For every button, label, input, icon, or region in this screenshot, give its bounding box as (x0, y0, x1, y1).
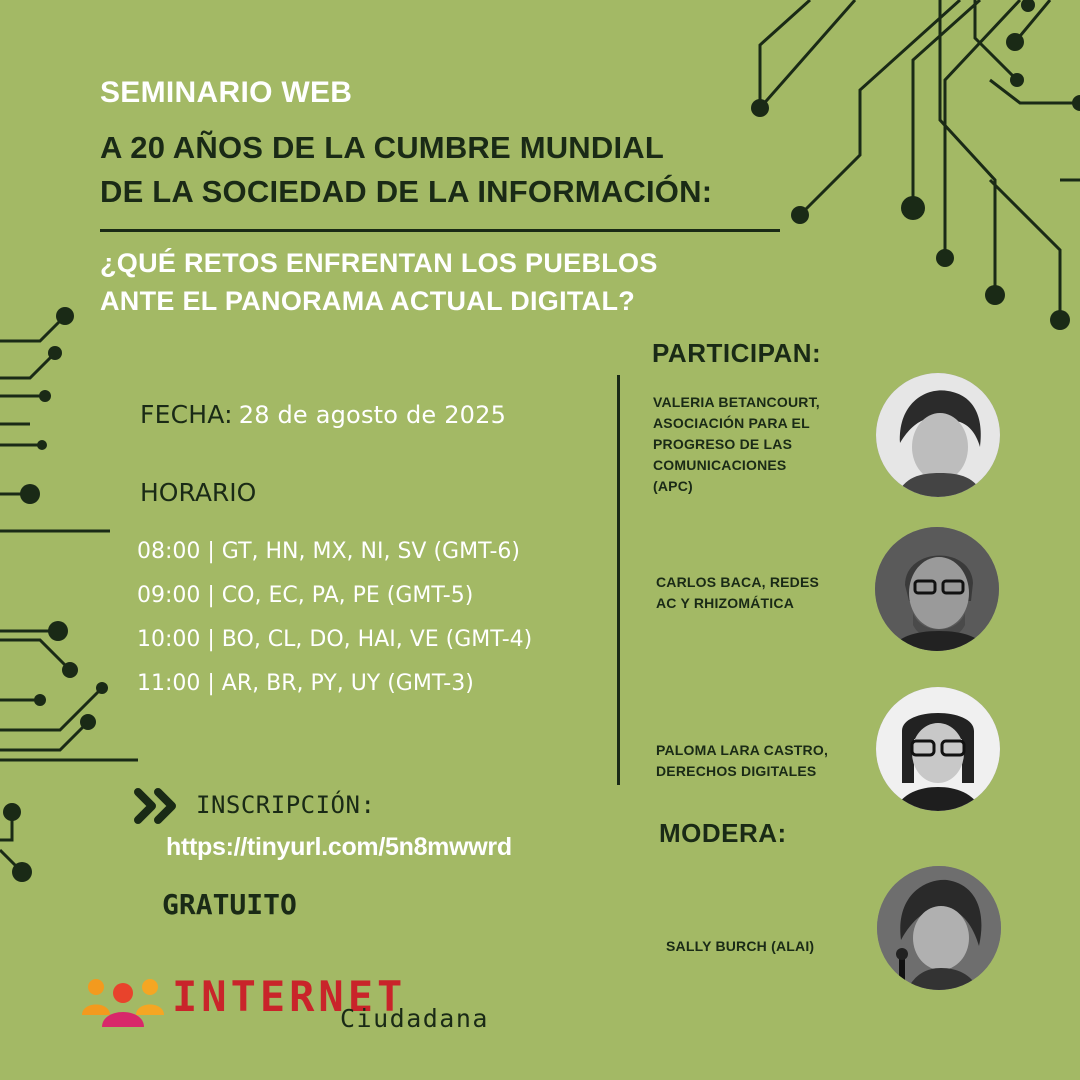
event-question (100, 244, 658, 320)
schedule-row: 11:00 | AR, BR, PY, UY (GMT-3) (137, 671, 474, 696)
double-chevron-icon (134, 788, 186, 824)
event-question-line1: ¿QUÉ RETOS ENFRENTAN LOS PUEBLOS (100, 248, 658, 278)
schedule-row: 09:00 | CO, EC, PA, PE (GMT-5) (137, 583, 474, 608)
free-label: GRATUITO (162, 888, 297, 921)
person-photo-icon (876, 687, 1000, 811)
event-title-line2: DE LA SOCIEDAD DE LA INFORMACIÓN: (100, 174, 713, 209)
registration-link[interactable]: https://tinyurl.com/5n8mwwrd (166, 833, 512, 861)
moderator-name: SALLY BURCH (ALAI) (666, 938, 815, 954)
date-value: 28 de agosto de 2025 (238, 401, 507, 429)
moderator-photo (877, 866, 1001, 990)
logo-subtext: Ciudadana (340, 1004, 489, 1033)
person-photo-icon (876, 373, 1000, 497)
speakers-divider (617, 375, 620, 785)
event-title (100, 126, 712, 214)
participant-3-name: PALOMA LARA CASTRO, DERECHOS DIGITALES (656, 742, 829, 779)
participant-2-name: CARLOS BACA, REDES AC Y RHIZOMÁTICA (656, 574, 820, 611)
participants-heading: PARTICIPAN: (652, 338, 822, 368)
participant-1-name: VALERIA BETANCOURT, ASOCIACIÓN PARA EL PROGRESO DE LAS COMUNICACIONES (APC) (653, 394, 820, 494)
schedule-label: HORARIO (140, 478, 257, 507)
event-question-line2: ANTE EL PANORAMA ACTUAL DIGITAL? (100, 286, 636, 316)
registration-label: INSCRIPCIÓN: (196, 791, 376, 819)
moderator-heading: MODERA: (659, 818, 787, 848)
person-photo-icon (877, 866, 1001, 990)
event-title-line1: A 20 AÑOS DE LA CUMBRE MUNDIAL (100, 130, 665, 165)
date-label: FECHA: (140, 400, 233, 429)
schedule-row: 08:00 | GT, HN, MX, NI, SV (GMT-6) (137, 539, 521, 564)
people-group-icon (80, 975, 166, 1027)
participant-1-photo (876, 373, 1000, 497)
logo-wordmark: INTERNET (172, 972, 407, 1021)
seminar-type-label: SEMINARIO WEB (100, 76, 353, 109)
schedule-row: 10:00 | BO, CL, DO, HAI, VE (GMT-4) (137, 627, 533, 652)
participant-3-photo (876, 687, 1000, 811)
person-photo-icon (875, 527, 999, 651)
participant-2-photo (875, 527, 999, 651)
date-info (140, 400, 506, 429)
title-divider (100, 229, 780, 232)
schedule-list (137, 530, 532, 706)
